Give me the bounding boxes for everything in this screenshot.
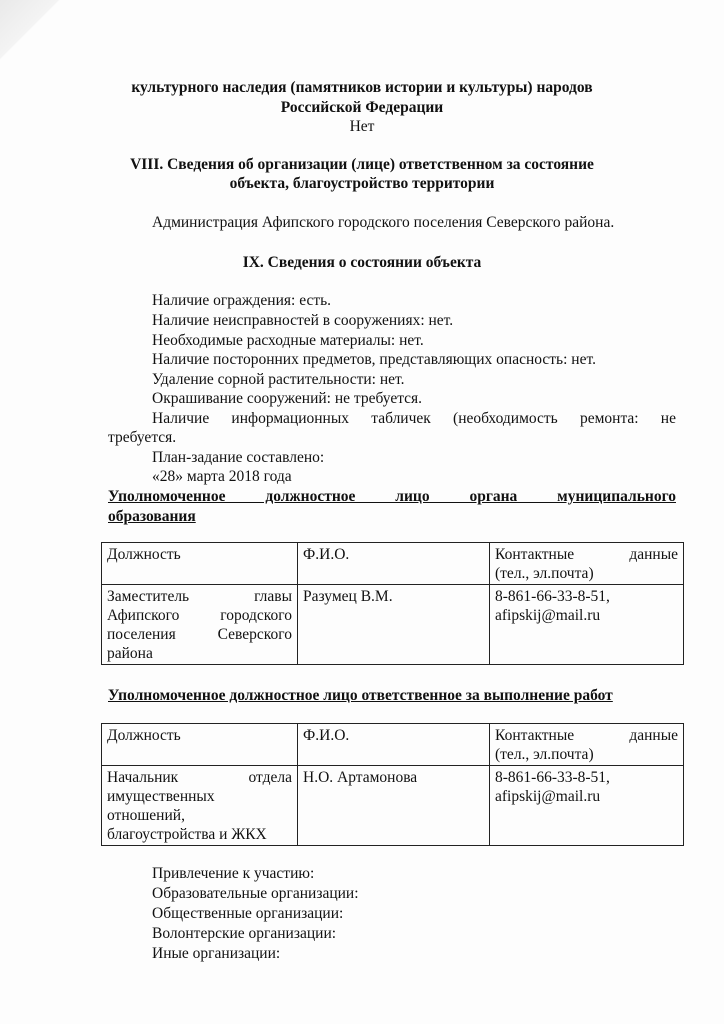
table-row	[102, 585, 684, 665]
participation-item: Волонтерские организации:	[152, 925, 337, 942]
status-item: Необходимые расходные материалы: нет.	[152, 332, 424, 349]
participation-item: Общественные организации:	[152, 905, 344, 922]
header-value: Нет	[349, 118, 375, 135]
official1-heading-line-2: образования	[108, 508, 196, 525]
col-header-fio: Ф.И.О.	[298, 724, 490, 766]
status-item: Наличие посторонних предметов, представляющих опасность: нет.	[152, 351, 596, 368]
participation-item: Образовательные организации:	[152, 885, 359, 902]
col-header-contacts: Контактные данные (тел., эл.почта)	[490, 724, 684, 766]
col-header-contacts: Контактные данные (тел., эл.почта)	[490, 543, 684, 585]
section8-text: Администрация Афипского городского поселения Северского района.	[152, 214, 615, 231]
col-header-position: Должность	[102, 724, 298, 766]
col-header-position: Должность	[102, 543, 298, 585]
email-text: afipskij@mail.ru	[495, 607, 601, 624]
status-item: Удаление сорной растительности: нет.	[152, 371, 405, 388]
email-text: afipskij@mail.ru	[495, 788, 601, 805]
cell-contacts: 8-861-66-33-8-51, afipskij@mail.ru	[490, 585, 684, 665]
plan-date: «28» марта 2018 года	[152, 468, 292, 485]
plan-label: План-задание составлено:	[152, 449, 325, 466]
official2-heading: Уполномоченное должностное лицо ответственное за выполнение работ	[108, 687, 613, 704]
table-header-row	[102, 543, 684, 585]
cell-contacts: 8-861-66-33-8-51, afipskij@mail.ru	[490, 766, 684, 846]
section8-title-line-2: объекта, благоустройство территории	[229, 175, 495, 192]
status-item: Наличие неисправностей в сооружениях: нет.	[152, 312, 454, 329]
official1-heading-line-1: Уполномоченное должностное лицо органа муниципального	[108, 488, 676, 505]
section9-title: IX. Сведения о состоянии объекта	[242, 254, 482, 271]
official1-table	[101, 542, 684, 665]
cell-position: Начальник отдела имущественных отношений, благоустройства и ЖКХ	[102, 766, 298, 846]
cell-fio: Н.О. Артамонова	[298, 766, 490, 846]
section8-title-line-1: VIII. Сведения об организации (лице) ответственном за состояние	[130, 156, 594, 173]
status-item: Окрашивание сооружений: не требуется.	[152, 390, 423, 407]
header-line-2: Российской Федерации	[280, 99, 444, 116]
status-item: Наличие ограждения: есть.	[152, 292, 332, 309]
table-row	[102, 766, 684, 846]
plates-line-2: требуется.	[108, 429, 177, 446]
participation-item: Иные организации:	[152, 945, 281, 962]
cell-position: Заместитель главы Афипского городского поселения Северского района	[102, 585, 298, 665]
official2-table	[101, 723, 684, 846]
cell-fio: Разумец В.М.	[298, 585, 490, 665]
plates-line-1: Наличие информационных табличек (необходимость ремонта: не	[152, 410, 676, 427]
col-header-fio: Ф.И.О.	[298, 543, 490, 585]
header-line-1: культурного наследия (памятников истории и культуры) народов	[131, 79, 593, 96]
table-header-row	[102, 724, 684, 766]
participation-title: Привлечение к участию:	[152, 865, 315, 882]
